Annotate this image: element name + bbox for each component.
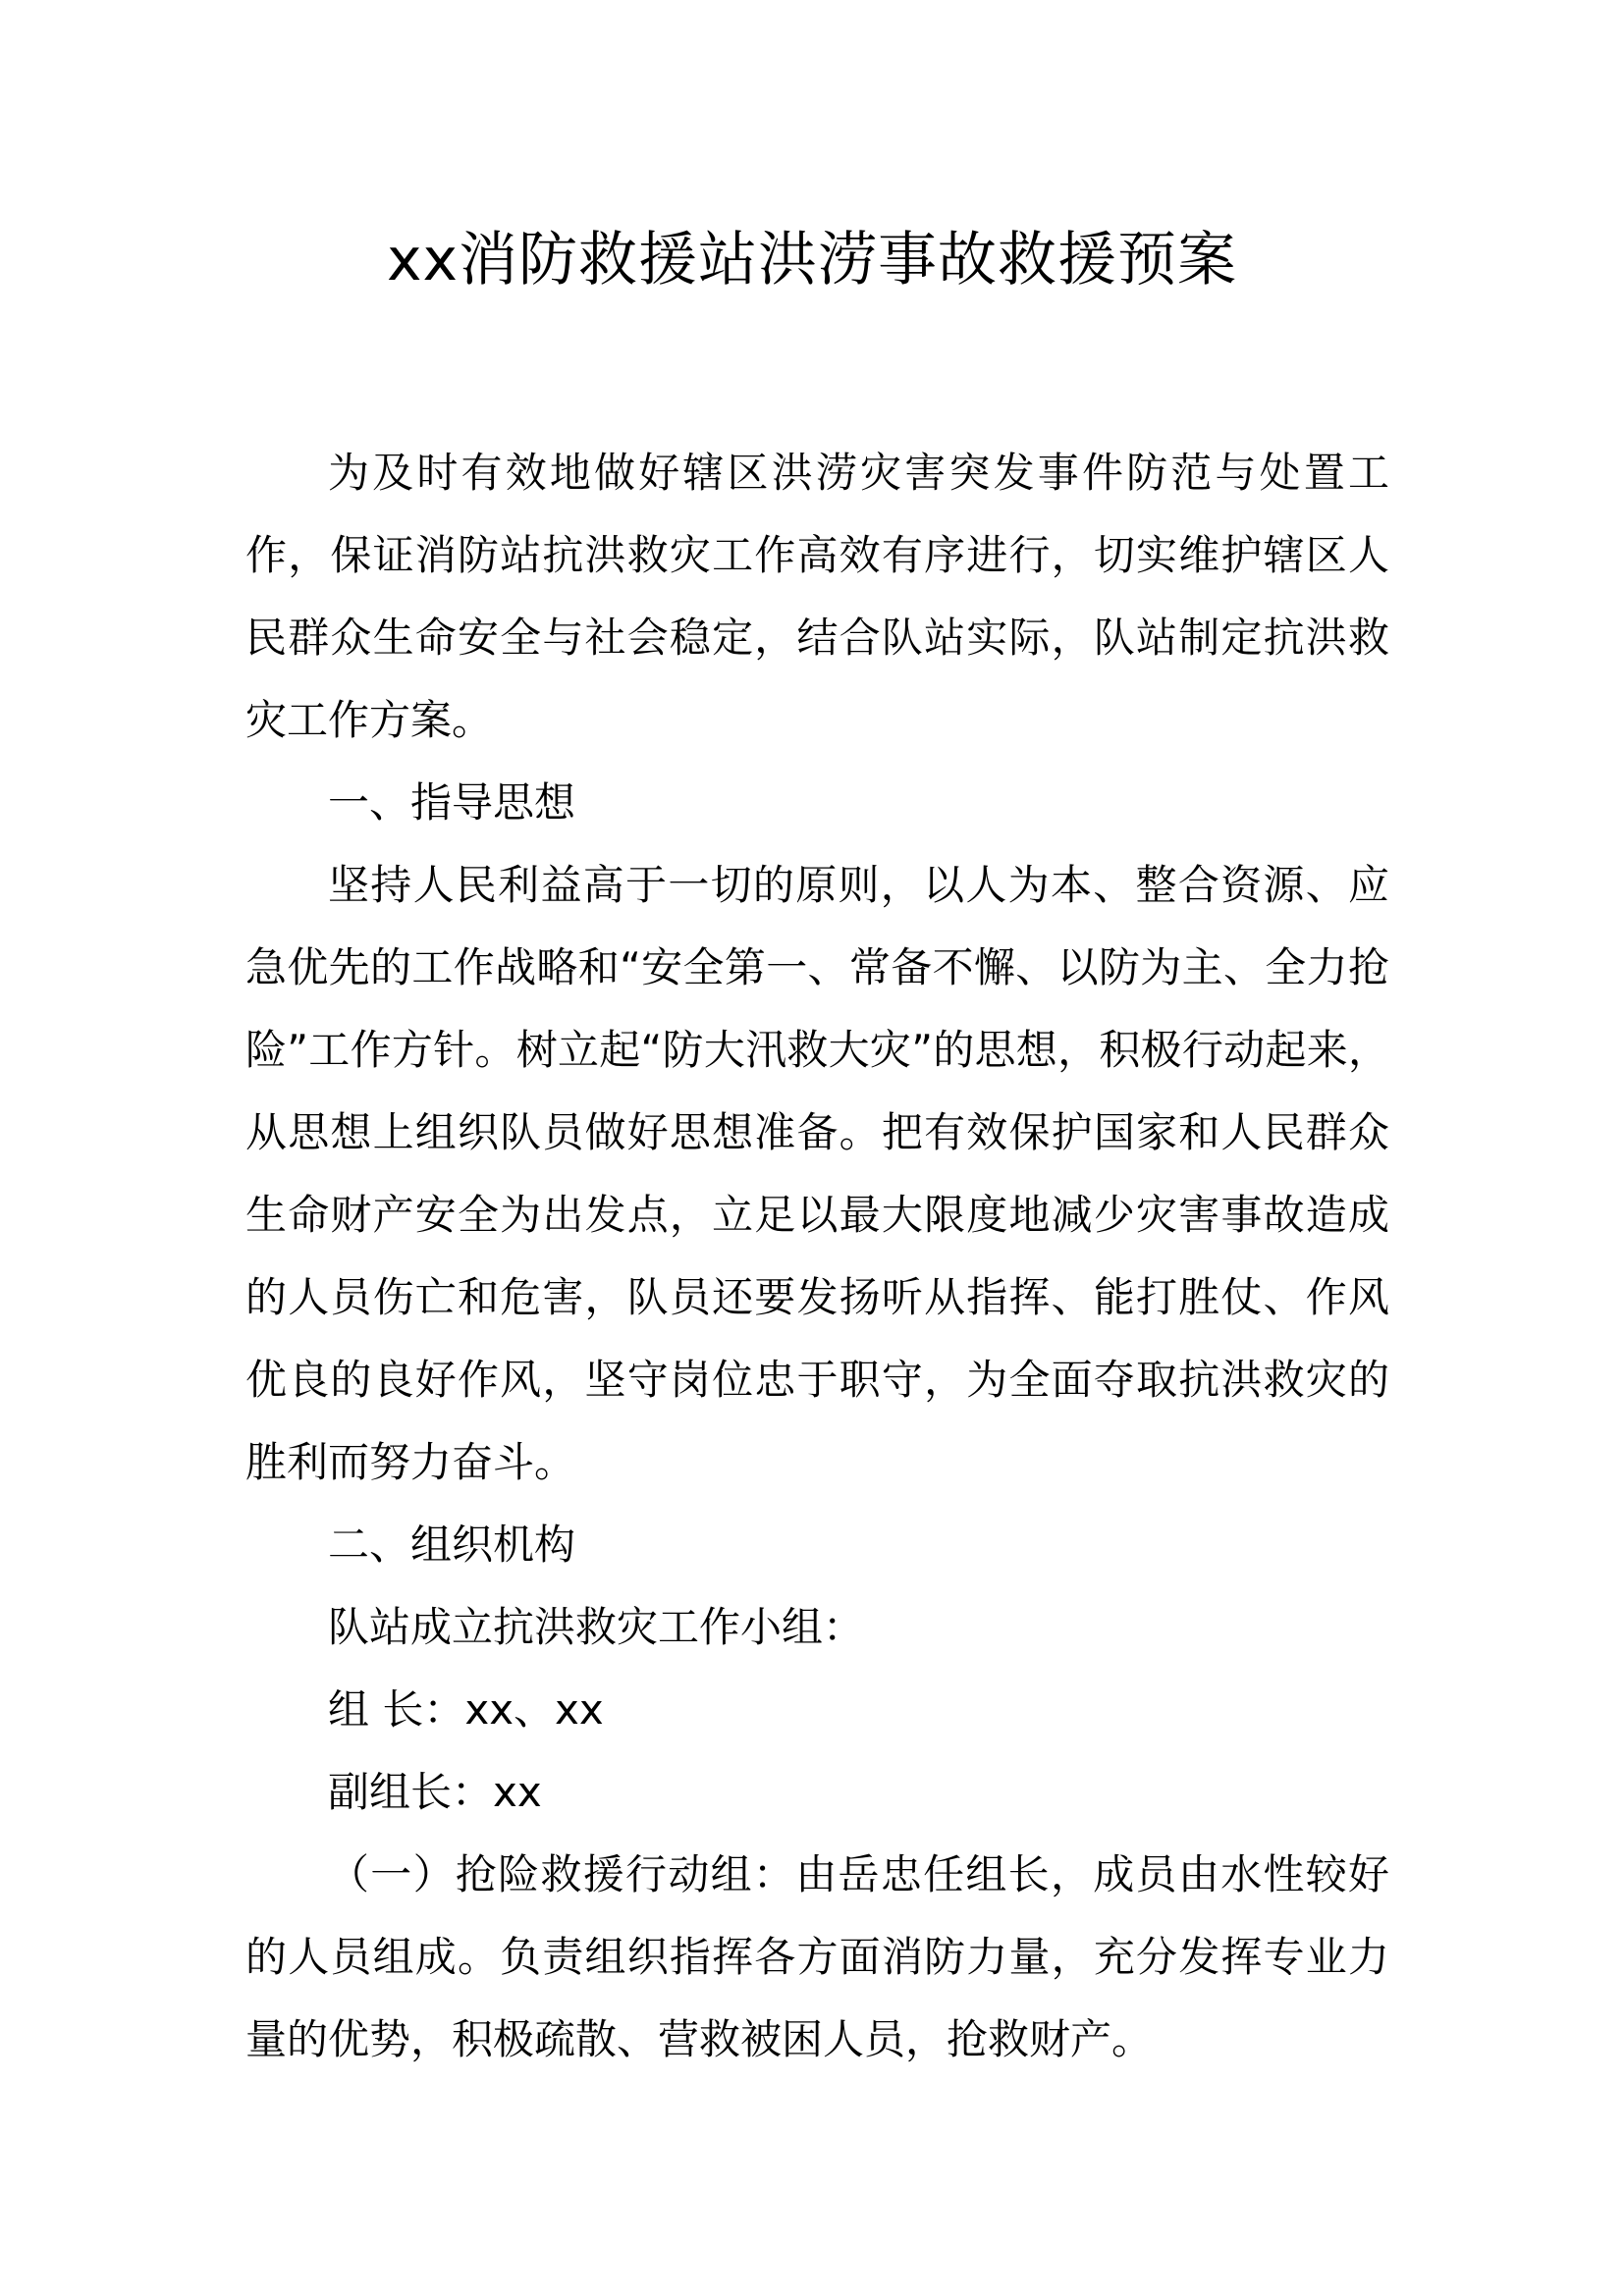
- rescue-team-paragraph: （一）抢险救援行动组：由岳忠任组长，成员由水性较好的人员组成。负责组织指挥各方面消防力量，充分发挥专业力量的优势，积极疏散、营救被困人员，抢救财产。: [245, 1850, 1389, 2063]
- guiding-ideology-paragraph: 坚持人民利益高于一切的原则，以人为本、整合资源、应急优先的工作战略和“安全第一、常备不懈、以防为主、全力抢险”工作方针。树立起“防大汛救大灾”的思想，积极行动起来，从思想上组织队员做好思想准备。把有效保护国家和人民群众生命财产安全为出发点，立足以最大限度地减少灾害事故造成的人员伤亡和危害，队员还要发扬听从指挥、能打胜仗、作风优良的良好作风，坚守岗位忠于职守，为全面夺取抗洪救灾的胜利而努力奋斗。: [245, 861, 1389, 1486]
- document-title: xx消防救援站洪涝事故救援预案: [386, 226, 1237, 294]
- document-body: [245, 432, 1389, 2081]
- intro-paragraph: 为及时有效地做好辖区洪涝灾害突发事件防范与处置工作，保证消防站抗洪救灾工作高效有序进行，切实维护辖区人民群众生命安全与社会稳定，结合队站实际，队站制定抗洪救灾工作方案。: [245, 449, 1389, 744]
- group-leader-line: 组 长：xx、xx: [328, 1685, 604, 1734]
- section-heading-guiding-ideology: 一、指导思想: [328, 778, 576, 827]
- section-heading-organization: 二、组织机构: [328, 1521, 576, 1569]
- deputy-leader-line: 副组长：xx: [328, 1768, 542, 1816]
- working-group-line: 队站成立抗洪救灾工作小组：: [328, 1603, 865, 1651]
